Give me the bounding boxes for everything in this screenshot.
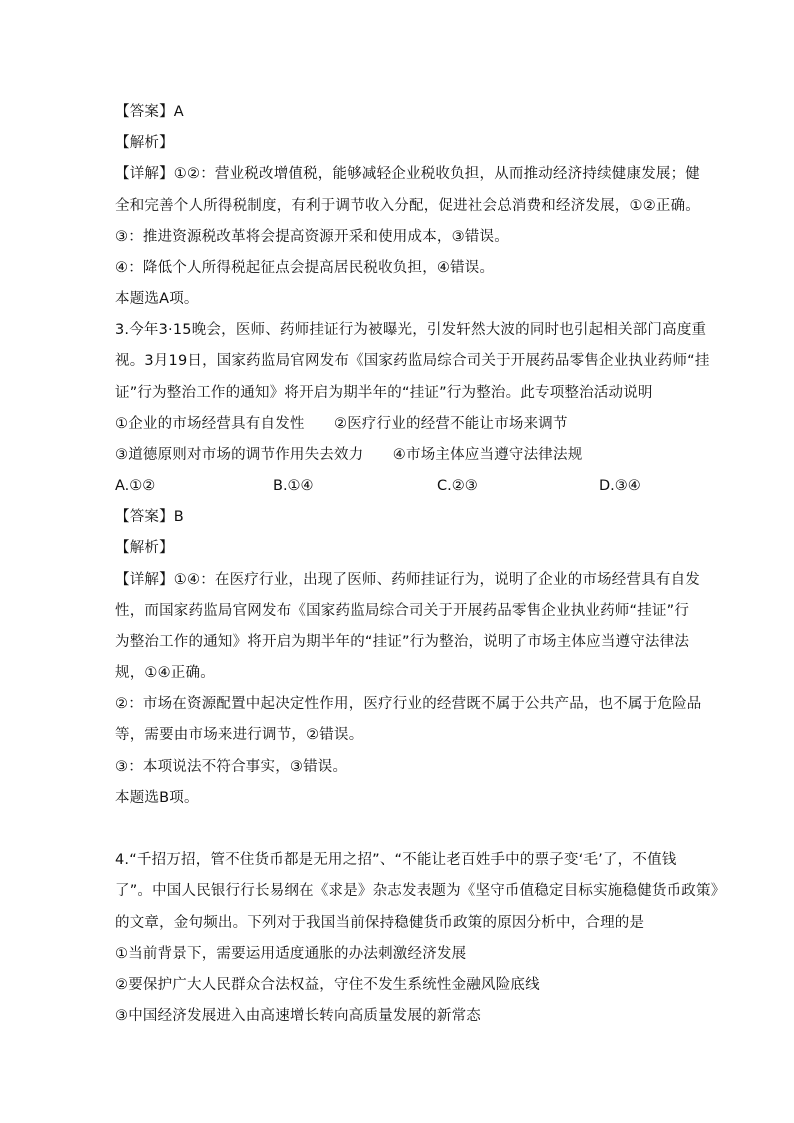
q4-stem-line-1: 4.“千招万招，管不住货币都是无用之招”、“不能让老百姓手中的票子变‘毛’了，不值钱 <box>115 852 677 868</box>
q3-stem-line-3: 证”行为整治工作的通知》将开启为期半年的“挂证”行为整治。此专项整治活动说明 <box>115 385 653 401</box>
q2-detail-line-1: 【详解】①②：营业税改增值税，能够减轻企业税收负担，从而推动经济持续健康发展；健 <box>115 166 700 182</box>
q3-item-line-2: ③道德原则对市场的调节作用失去效力 ④市场主体应当遵守法律法规 <box>115 447 583 463</box>
q3-detail-line-1: 【详解】①④：在医疗行业，出现了医师、药师挂证行为，说明了企业的市场经营具有自发 <box>115 572 700 588</box>
q3-detail-line-7: ③：本项说法不符合事实，③错误。 <box>115 759 348 775</box>
q4-item-line-2: ②要保护广大人民群众合法权益，守住不发生系统性金融风险底线 <box>115 977 540 993</box>
q3-option-d: D.③④ <box>599 478 641 494</box>
q2-detail-line-3: ③：推进资源税改革将会提高资源开采和使用成本，③错误。 <box>115 229 509 245</box>
q3-detail-line-5: ②：市场在资源配置中起决定性作用，医疗行业的经营既不属于公共产品，也不属于危险品 <box>115 696 702 712</box>
q2-analysis-label: 【解析】 <box>115 135 174 151</box>
q2-detail-line-4: ④：降低个人所得税起征点会提高居民税收负担，④错误。 <box>115 260 495 276</box>
q3-stem-line-1: 3.今年3·15晚会，医师、药师挂证行为被曝光，引发轩然大波的同时也引起相关部门高度重 <box>115 322 707 338</box>
q3-analysis-label: 【解析】 <box>115 540 174 556</box>
q4-item-line-1: ①当前背景下，需要运用适度通胀的办法刺激经济发展 <box>115 946 467 962</box>
q2-detail-line-2: 全和完善个人所得税制度，有利于调节收入分配，促进社会总消费和经济发展，①②正确。 <box>115 198 700 214</box>
q3-stem-line-2: 视。3月19日，国家药监局官网发布《国家药监局综合司关于开展药品零售企业执业药师“挂 <box>115 353 710 369</box>
q4-stem-line-2: 了”。中国人民银行行长易纲在《求是》杂志发表题为《坚守币值稳定目标实施稳健货币政策》 <box>115 883 726 899</box>
q3-detail-line-2: 性，而国家药监局官网发布《国家药监局综合司关于开展药品零售企业执业药师“挂证”行 <box>115 603 690 619</box>
q3-option-a: A.①② <box>115 478 156 494</box>
q4-item-line-3: ③中国经济发展进入由高速增长转向高质量发展的新常态 <box>115 1008 481 1024</box>
q3-option-b: B.①④ <box>273 478 314 494</box>
q3-item-line-1: ①企业的市场经营具有自发性 ②医疗行业的经营不能让市场来调节 <box>115 416 568 432</box>
q3-option-c: C.②③ <box>437 478 478 494</box>
q4-stem-line-3: 的文章，金句频出。下列对于我国当前保持稳健货币政策的原因分析中，合理的是 <box>115 915 645 931</box>
q3-choose: 本题选B项。 <box>115 790 199 806</box>
q3-answer: 【答案】B <box>115 509 184 525</box>
q3-detail-line-6: 等，需要由市场来进行调节，②错误。 <box>115 727 364 743</box>
q3-detail-line-3: 为整治工作的通知》将开启为期半年的“挂证”行为整治，说明了市场主体应当遵守法律法 <box>115 634 690 650</box>
q2-choose: 本题选A项。 <box>115 291 199 307</box>
q3-detail-line-4: 规，①④正确。 <box>115 665 215 681</box>
q2-answer: 【答案】A <box>115 104 184 120</box>
q3-options-row <box>0 476 794 496</box>
